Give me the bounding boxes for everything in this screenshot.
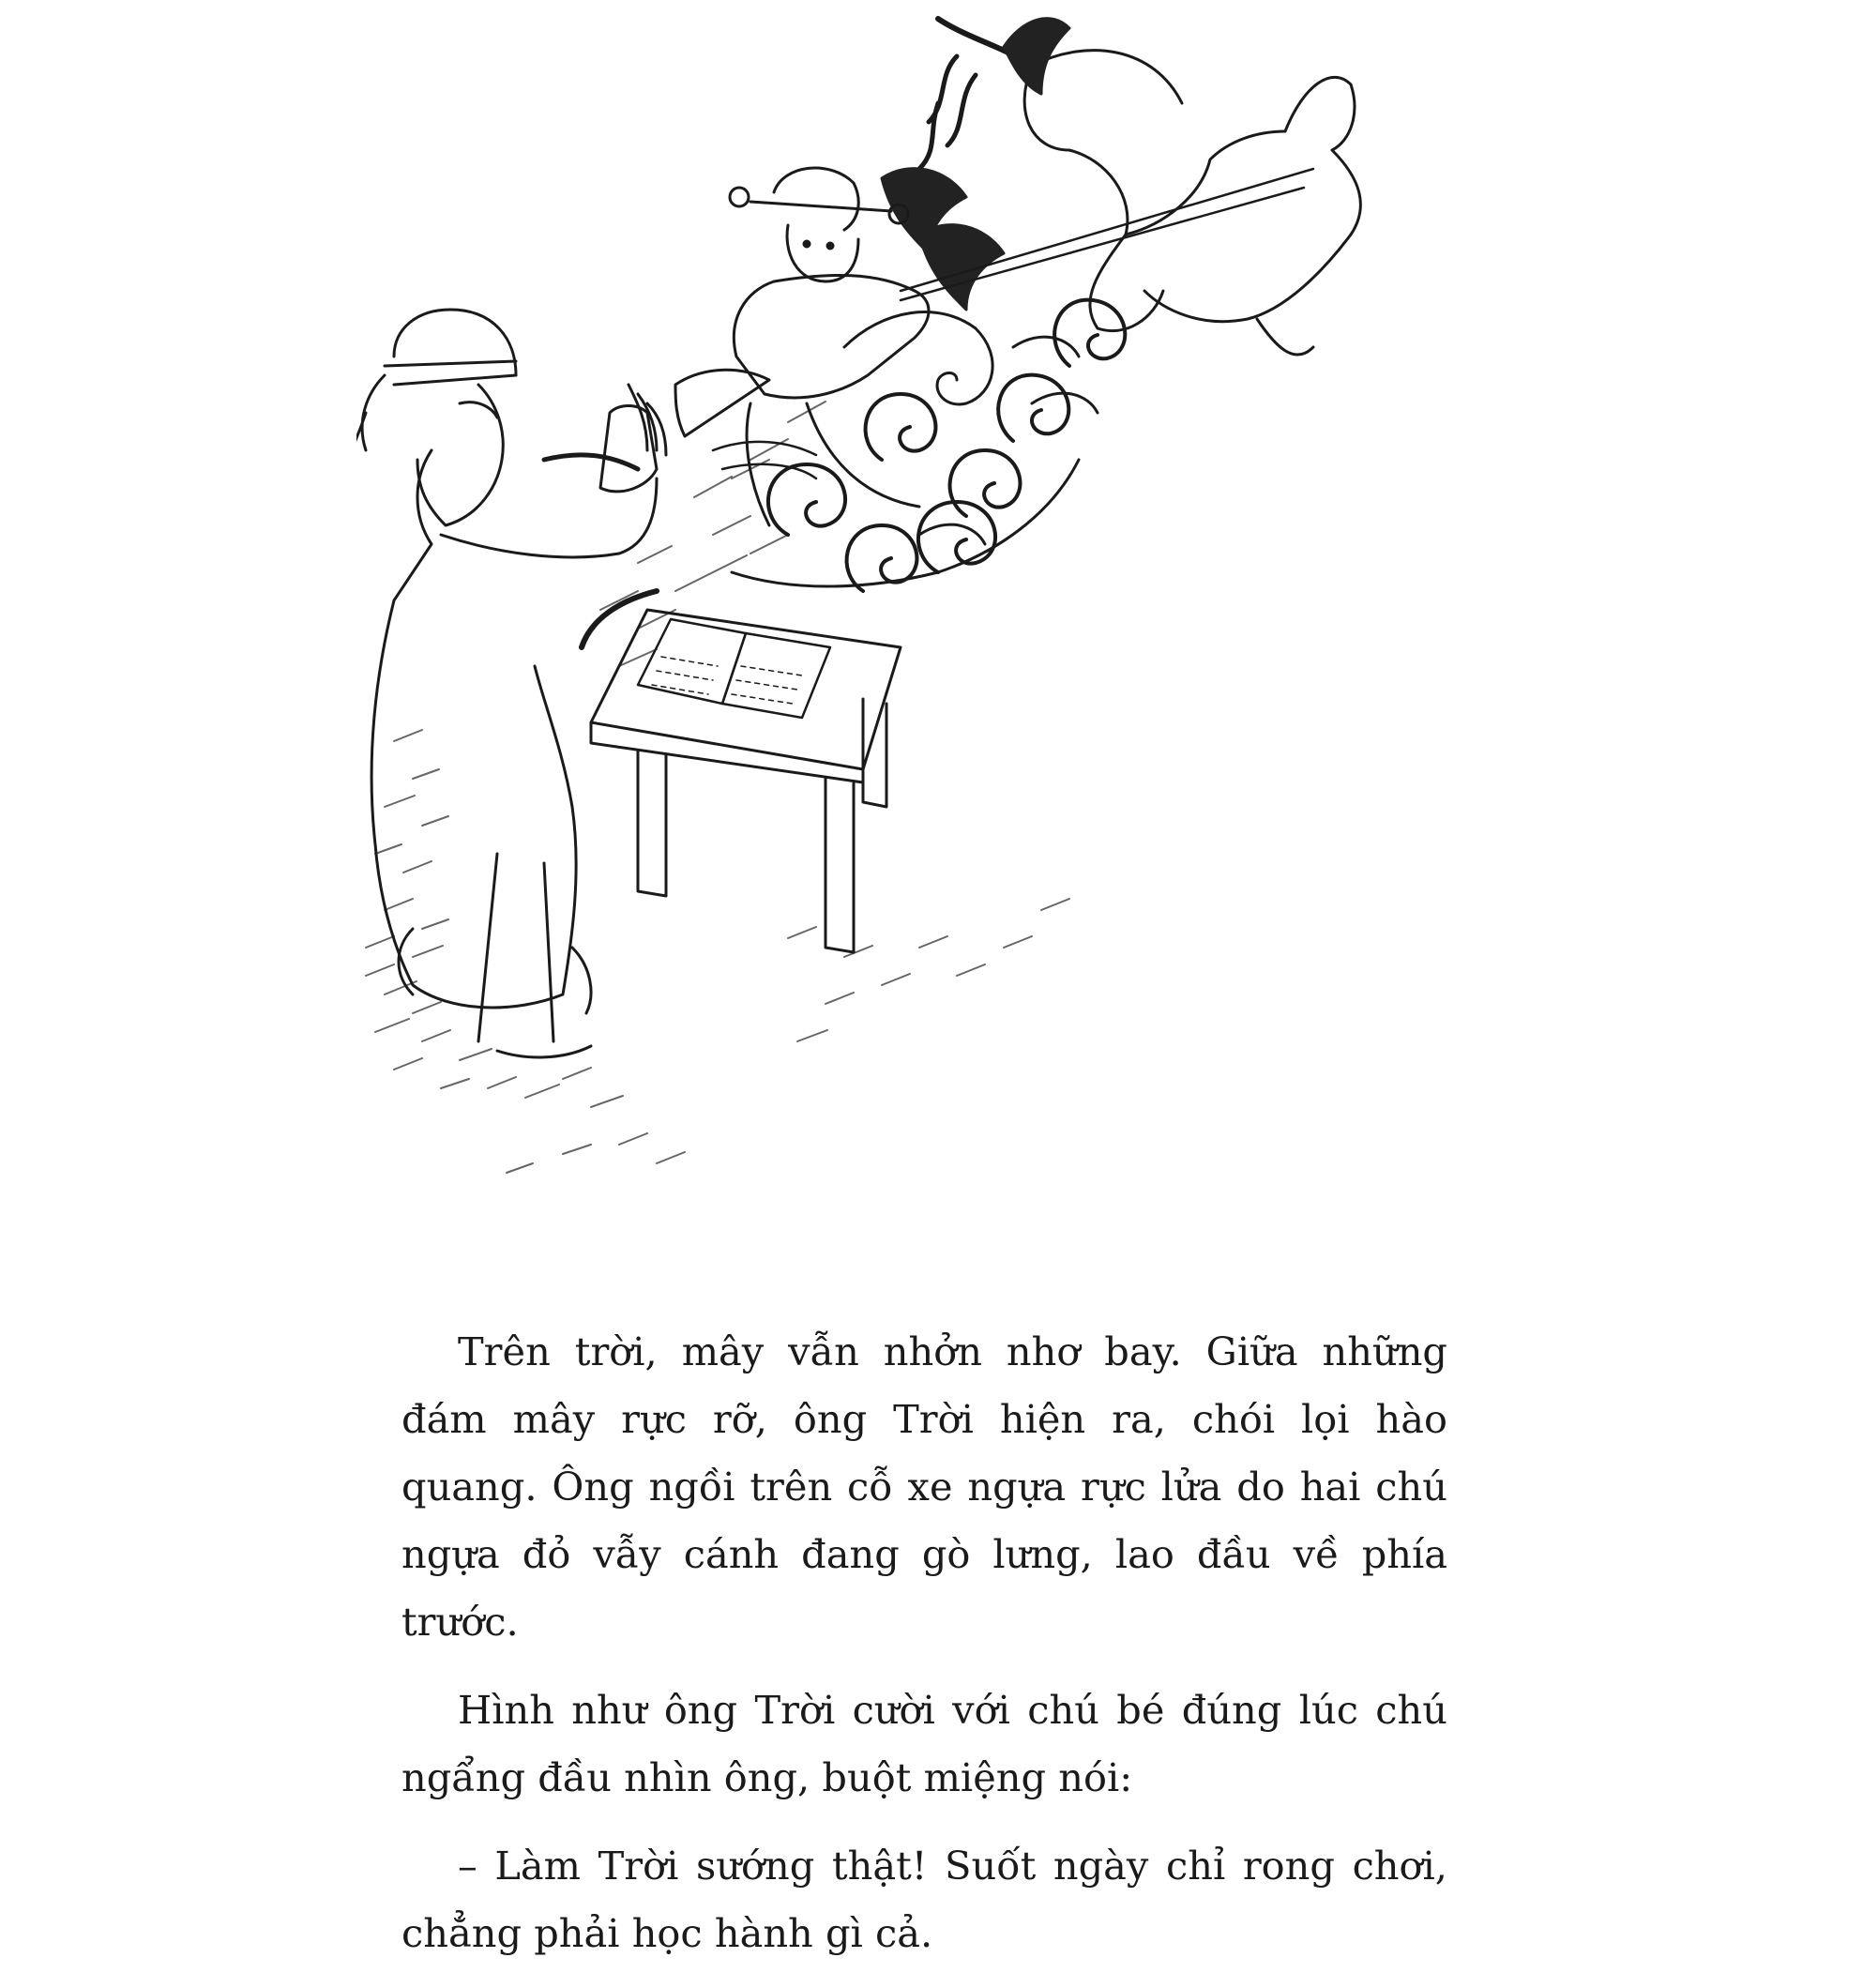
story-paragraph: Trên trời, mây vẫn nhởn nhơ bay. Giữa những đám mây rực rỡ, ông Trời hiện ra, chói lọi hào quang. Ông ngồi trên cỗ xe ngựa rực lửa do hai chú ngựa đỏ vẫy cánh đang gò lưng, lao đầu về phía trước.	[401, 1328, 1447, 1645]
story-illustration	[356, 9, 1482, 1220]
low-table	[591, 610, 901, 952]
story-paragraph: – Làm Trời sướng thật! Suốt ngày chỉ rong chơi, chẳng phải học hành gì cả.	[401, 1843, 1447, 1956]
ground-hatching	[366, 402, 1069, 1173]
horses	[919, 19, 1360, 355]
horse-tails	[882, 19, 1069, 310]
elder-scholar	[356, 310, 666, 1057]
story-text	[401, 1318, 1447, 1988]
story-paragraph: Hình như ông Trời cười với chú bé đúng lúc chú ngẩng đầu nhìn ông, buột miệng nói:	[401, 1687, 1447, 1800]
